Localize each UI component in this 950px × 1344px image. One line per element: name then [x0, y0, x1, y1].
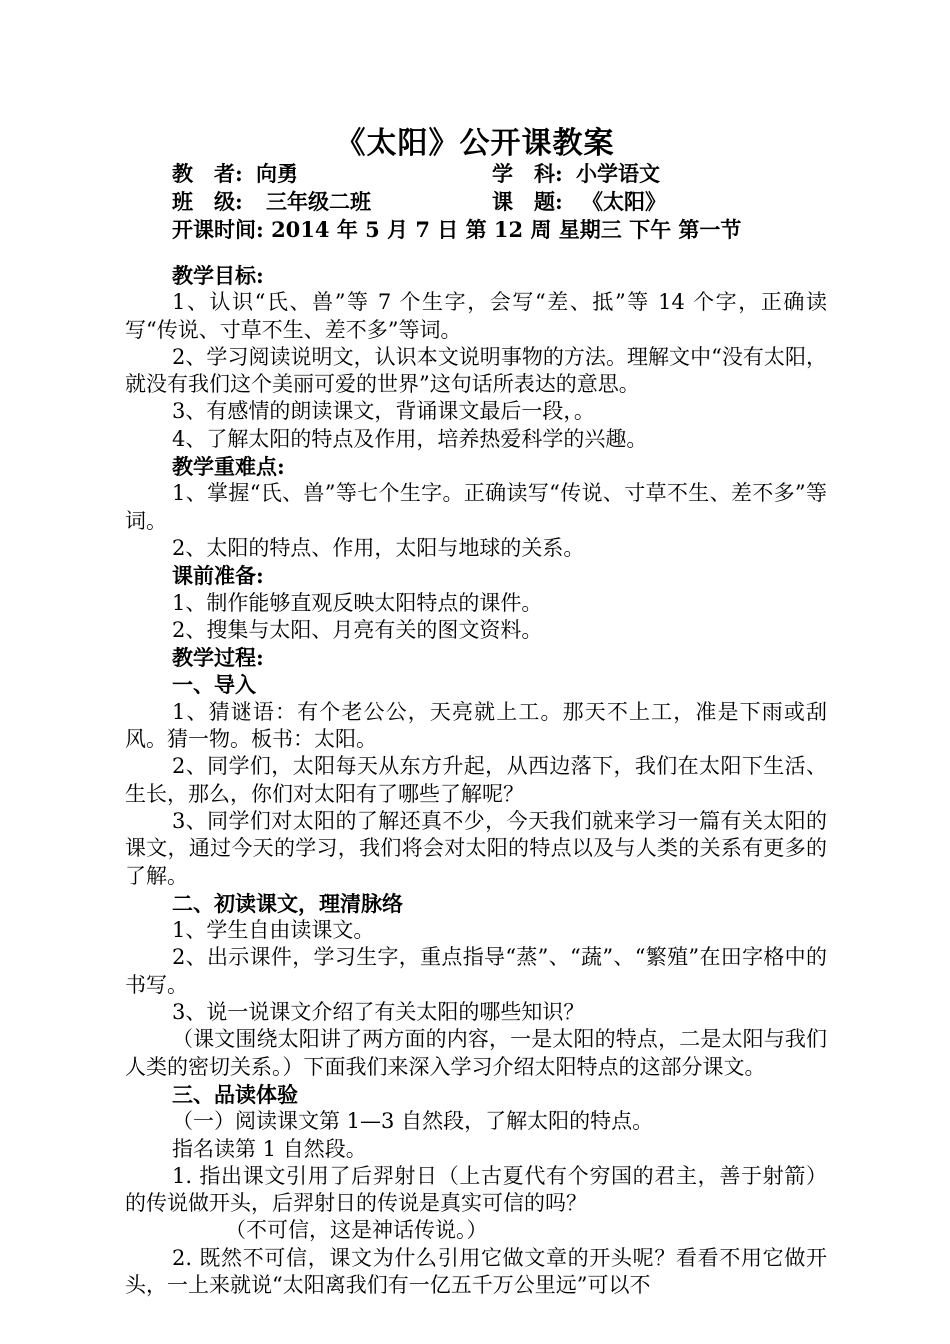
section-heading: 教学过程: [172, 645, 264, 671]
document-body [125, 262, 827, 1299]
body-paragraph: 3、说一说课文介绍了有关太阳的哪些知识？ [172, 1000, 585, 1025]
meta-row-teacher-subject [172, 160, 872, 188]
subject-value: 小学语文 [576, 161, 660, 186]
body-paragraph: 1、学生自由读课文。 [172, 918, 375, 943]
section-heading: 三、品读体验 [172, 1081, 298, 1107]
teacher-value: 向勇 [256, 161, 298, 186]
body-paragraph: 1、猜谜语：有个老公公，天亮就上工。那天不上工，准是下雨或刮风。猜一物。板书：太阳。 [125, 699, 827, 752]
body-paragraph: 1、制作能够直观反映太阳特点的课件。 [172, 590, 543, 615]
section-heading: 课前准备: [172, 563, 264, 589]
body-paragraph: 2、太阳的特点、作用，太阳与地球的关系。 [172, 535, 585, 560]
body-paragraph: 2、搜集与太阳、月亮有关的图文资料。 [172, 617, 543, 642]
lesson-meta [172, 160, 872, 244]
class-time: 开课时间: 2014 年 5 月 7 日 第 12 周 星期三 下午 第一节 [172, 217, 742, 242]
class-value: 三年级二班 [266, 189, 371, 214]
teacher-label: 教 者: [172, 161, 243, 186]
body-paragraph: 4、了解太阳的特点及作用，培养热爱科学的兴趣。 [172, 426, 648, 451]
body-paragraph: （不可信，这是神话传说。） [225, 1218, 488, 1243]
body-paragraph: （课文围绕太阳讲了两方面的内容，一是太阳的特点，二是太阳与我们人类的密切关系。）下面我们来深入学习介绍太阳特点的这部分课文。 [125, 1027, 827, 1079]
class-label: 班 级: [172, 189, 243, 214]
body-paragraph: （一）阅读课文第 1—3 自然段，了解太阳的特点。 [172, 1109, 654, 1134]
body-paragraph: 指名读第 1 自然段。 [172, 1136, 367, 1161]
body-paragraph: 2、同学们，太阳每天从东方升起，从西边落下，我们在太阳下生活、生长，那么，你们对太阳有了哪些了解呢？ [125, 754, 827, 806]
body-paragraph: 2、出示课件，学习生字，重点指导“蒸”、“蔬”、“繁殖”在田字格中的书写。 [125, 945, 827, 997]
topic-value: 《太阳》 [582, 189, 666, 214]
section-heading: 二、初读课文，理清脉络 [172, 890, 403, 916]
topic-label: 课 题: [492, 189, 563, 214]
body-paragraph: 3、有感情的朗读课文，背诵课文最后一段，。 [172, 399, 595, 424]
section-heading: 教学重难点: [172, 454, 285, 480]
meta-row-class-topic [172, 188, 872, 216]
body-paragraph: 1、认识“氏、兽”等 7 个生字，会写“差、抵”等 14 个字，正确读写“传说、寸草不生、差不多”等词。 [125, 290, 827, 342]
body-paragraph: 1、掌握“氏、兽”等七个生字。正确读写“传说、寸草不生、差不多”等词。 [125, 481, 827, 533]
meta-row-time [172, 216, 872, 244]
subject-label: 学 科: [492, 161, 563, 186]
body-paragraph: 2. 既然不可信，课文为什么引用它做文章的开头呢？看看不用它做开头，一上来就说“太阳离我们有一亿五千万公里远”可以不 [125, 1245, 827, 1297]
section-heading: 一、导入 [172, 672, 256, 698]
body-paragraph: 1. 指出课文引用了后羿射日（上古夏代有个穷国的君主，善于射箭）的传说做开头，后羿射日的传说是真实可信的吗？ [125, 1163, 827, 1216]
body-paragraph: 2、学习阅读说明文，认识本文说明事物的方法。理解文中“没有太阳，就没有我们这个美丽可爱的世界”这句话所表达的意思。 [125, 344, 827, 397]
section-heading: 教学目标: [172, 263, 264, 288]
body-paragraph: 3、同学们对太阳的了解还真不少，今天我们就来学习一篇有关太阳的课文，通过今天的学习，我们将会对太阳的特点以及与人类的关系有更多的了解。 [125, 808, 827, 888]
document-title: 《太阳》公开课教案 [335, 126, 615, 161]
